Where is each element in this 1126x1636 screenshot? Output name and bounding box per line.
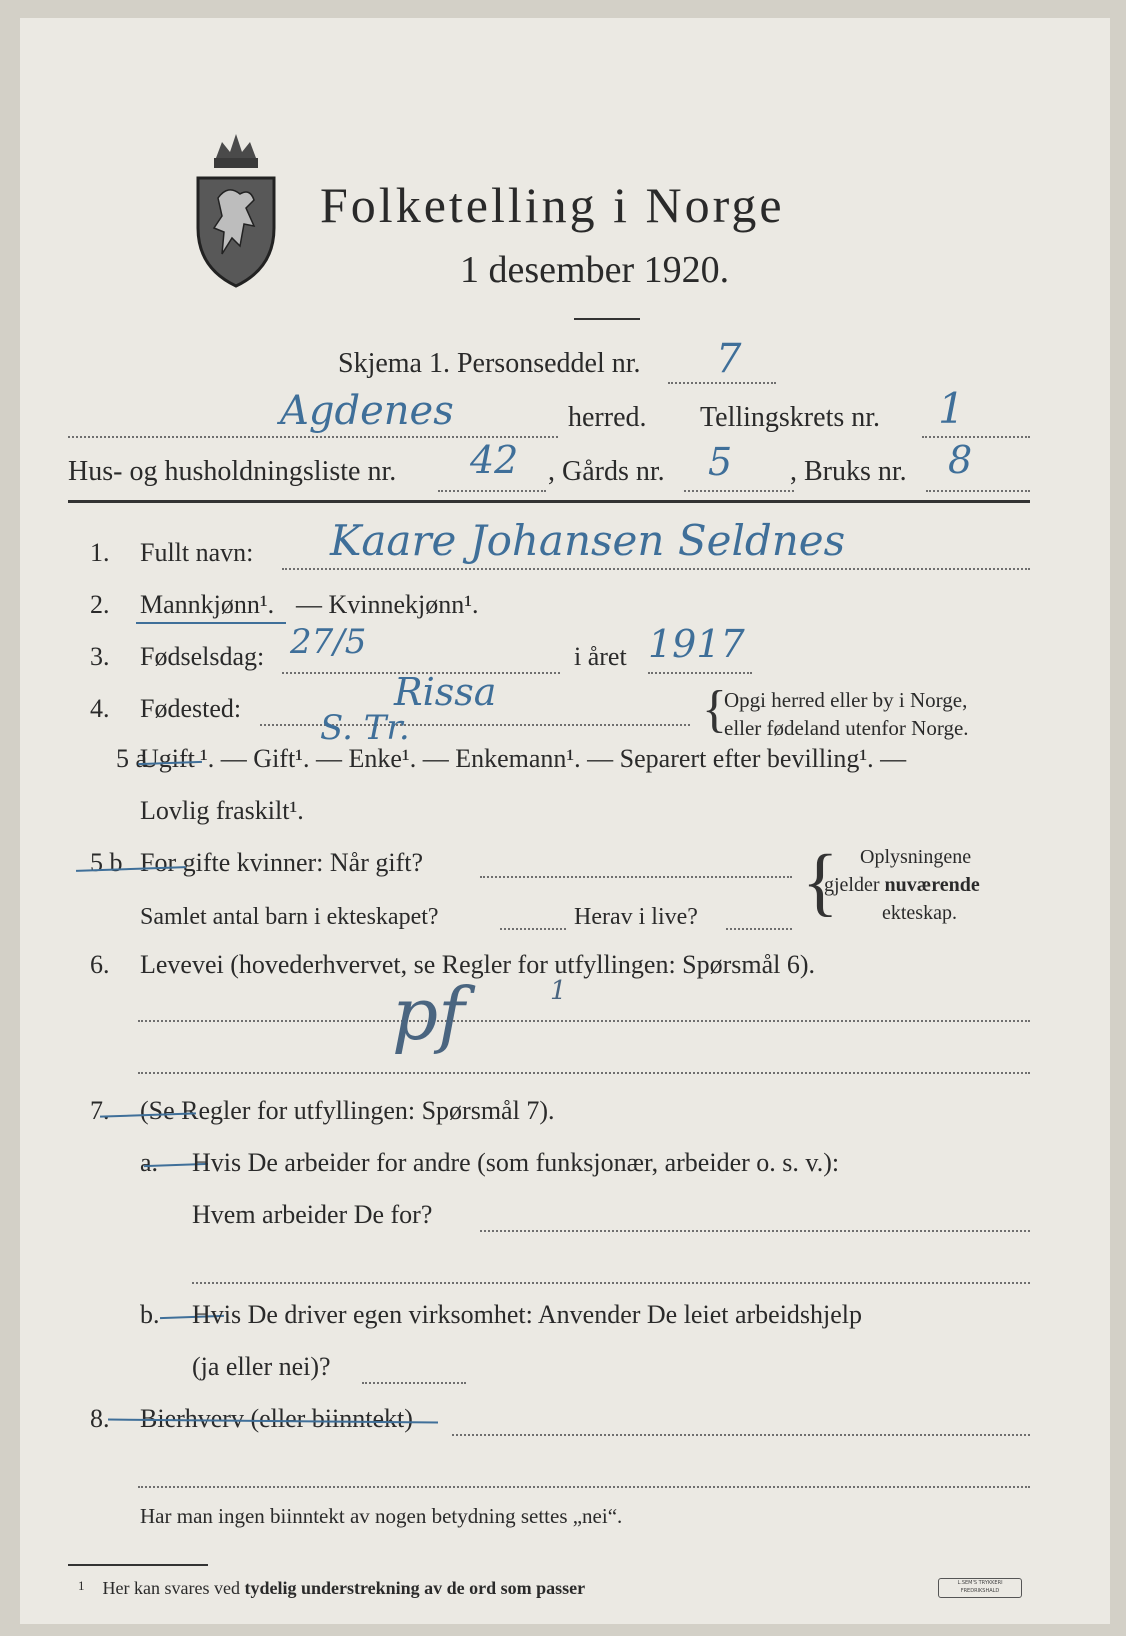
census-form [20, 18, 1110, 1624]
gards-label: , Gårds nr. [548, 456, 665, 487]
q6-line-1 [138, 1020, 1030, 1022]
q3-value[interactable]: 27/5 [290, 622, 367, 662]
household-list-value[interactable]: 42 [470, 438, 519, 482]
herred-value[interactable]: Agdenes [280, 388, 454, 434]
footnote-divider [68, 1564, 208, 1566]
census-date: 1 desember 1920. [460, 249, 730, 291]
q2-mannkjonn: Mannkjønn¹. [140, 590, 275, 619]
footnote-number: 1 [78, 1578, 85, 1593]
q3-number: 3. [90, 642, 110, 671]
footnote-text-b: tydelig understrekning av de [244, 1578, 465, 1598]
household-list-label: Hus- og husholdningsliste nr. [68, 456, 397, 487]
household-list-line [438, 490, 546, 492]
q5b-note-2a: gjelder [824, 874, 885, 896]
bruks-line [926, 490, 1030, 492]
herred-label: herred. [568, 402, 647, 433]
q4-value[interactable]: Rissa [394, 670, 497, 714]
q5b-note-2b: nuværende [884, 874, 980, 896]
q4-note-1: Opgi herred eller by i Norge, [724, 688, 968, 712]
q5b-line2b: Herav i live? [574, 904, 698, 930]
q7a-text: Hvis De arbeider for andre (som funksjonær, arbeider o. s. v.): [192, 1148, 840, 1177]
form-title: Folketelling i Norge [320, 177, 785, 233]
q2-underline-mark [136, 622, 286, 624]
q5a-line2: Lovlig fraskilt¹. [140, 796, 304, 825]
footnote-text-c: ord som passer [464, 1578, 586, 1598]
gards-line [684, 490, 794, 492]
bruks-label: , Bruks nr. [790, 456, 907, 487]
q4-note-2: eller fødeland utenfor Norge. [724, 716, 969, 740]
footer-note: Har man ingen biinntekt av nogen betydning settes „nei“. [140, 1504, 623, 1528]
q5b-number: 5 b [90, 848, 123, 877]
krets-label: Tellingskrets nr. [700, 402, 881, 433]
q7a-line-2 [192, 1282, 1030, 1284]
q8-number: 8. [90, 1404, 110, 1433]
q5b-text: For gifte kvinner: Når gift? [140, 848, 424, 877]
q6-line-2 [138, 1072, 1030, 1074]
q8-line-1 [452, 1434, 1030, 1436]
q4-label: Fødested: [140, 694, 242, 723]
q6-mark[interactable]: 1 [550, 976, 567, 1006]
schema-label: Skjema 1. Personseddel nr. [338, 348, 641, 379]
q1-number: 1. [90, 538, 110, 567]
header-divider [68, 500, 1030, 503]
q5a-number: 5 a [116, 744, 148, 773]
q5b-brace: { [802, 840, 839, 924]
q5b-line-1 [480, 876, 792, 878]
printer-mark-line-2: FREDRIKSHALD [960, 1588, 1000, 1594]
q5b-line-2 [500, 928, 566, 930]
q2-kvinnekjonn: — Kvinnekjønn¹. [296, 590, 479, 619]
q7b-line [362, 1382, 466, 1384]
q5a-ugift: Ugift [140, 744, 195, 773]
q8-line-2 [138, 1486, 1030, 1488]
printer-mark [938, 1578, 1022, 1598]
coat-of-arms-emblem [188, 128, 284, 288]
footnote-text-a: Her kan svares ved [102, 1578, 245, 1598]
q4-brace: { [702, 681, 727, 738]
title-divider [574, 318, 640, 320]
q3-label: Fødselsdag: [140, 642, 265, 671]
q1-line [282, 568, 1030, 570]
q7-number: 7. [90, 1096, 110, 1125]
q4-number: 4. [90, 694, 110, 723]
q7a-number: a. [140, 1148, 159, 1177]
q6-text: Levevei (hovederhvervet, se Regler for utfyllingen: Spørsmål 6). [140, 950, 816, 979]
q5b-note-2 [824, 874, 980, 897]
q1-value[interactable]: Kaare Johansen Seldnes [330, 516, 846, 565]
footnote [78, 1578, 585, 1599]
q7a-line-1 [480, 1230, 1030, 1232]
q3-year-value[interactable]: 1917 [648, 622, 745, 666]
q7b-line2: (ja eller nei)? [192, 1352, 331, 1381]
q3-year-line [648, 672, 752, 674]
q5b-line-3 [726, 928, 792, 930]
q6-value[interactable]: pf [392, 972, 465, 1056]
q5a-options: ¹. — Gift¹. — Enke¹. — Enkemann¹. — Separert efter bevilling¹. — [200, 744, 907, 773]
q1-label: Fullt navn: [140, 538, 254, 567]
q7-text: (Se Regler for utfyllingen: Spørsmål 7). [140, 1096, 555, 1125]
q2-number: 2. [90, 590, 110, 619]
q4-value2[interactable]: S. Tr. [320, 708, 410, 748]
gards-value[interactable]: 5 [708, 440, 733, 484]
krets-value[interactable]: 1 [938, 384, 965, 433]
bruks-value[interactable]: 8 [948, 438, 973, 482]
q5b-note-3: ekteskap. [882, 902, 957, 924]
q3-year-label: i året [574, 642, 627, 671]
schema-line [668, 382, 776, 384]
q7a-line2: Hvem arbeider De for? [192, 1200, 433, 1229]
q5b-line2a: Samlet antal barn i ekteskapet? [140, 904, 439, 930]
q6-number: 6. [90, 950, 110, 979]
krets-line [922, 436, 1030, 438]
q8-text: Bierhverv (eller biinntekt) [140, 1404, 413, 1433]
q7b-number: b. [140, 1300, 160, 1329]
q7b-text: Hvis De driver egen virksomhet: Anvender De leiet arbeidshjelp [192, 1300, 863, 1329]
q5b-note-1: Oplysningene [860, 846, 972, 868]
printer-mark-line-1: L.SEM'S TRYKKERI [957, 1580, 1003, 1586]
schema-value[interactable]: 7 [716, 336, 742, 382]
